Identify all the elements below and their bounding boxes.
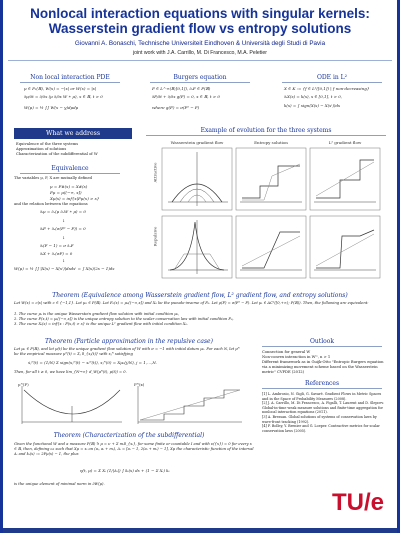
theorem-particle-tail: Then, for all t ≥ 0, we have lim_{N→∞} d_W(μᴺ(t), μ(t)) = 0. xyxy=(14,370,127,374)
eq-nonlocal-2: ∂μ/∂t = ∂/∂x (μ ∂/∂x W ∗ μ), x ∈ ℝ, t > 0 xyxy=(24,94,103,99)
list-item: 3. The curve Xₜ(s) = inf{x : F(x,t) > s} is the unique L² gradient flow with initial condition X₀. xyxy=(14,322,189,326)
rule xyxy=(262,346,382,347)
section-nonlocal-pde: Non local interaction PDE xyxy=(30,74,110,81)
eq-equiv-5: ∂ₜF + ∂ₓ(σ(F² − F)) = 0 xyxy=(40,226,86,231)
list-item: Different framework as in Guijk-Otto "Entropic Burgers equation via a minimizing movement scheme based on the Wasserstein metric" CVPDE (2012) xyxy=(262,360,384,374)
eq-equiv-1: μ = F#(x) = X#(s) xyxy=(50,184,88,189)
arrow: ↓ xyxy=(62,235,66,240)
svg-text:TU/e: TU/e xyxy=(332,489,385,516)
right-plot-ylabel: Fᴺ(x) xyxy=(134,382,145,387)
reference-item: [3] A. Bressan. Global solutions of systems of conservation laws by wave-front tracking (1992). xyxy=(262,414,377,424)
eq-equiv-6: ∂ₜ(F − 1) = σ ∂ₓF xyxy=(40,243,74,248)
section-references: References xyxy=(304,380,340,387)
equivalence-text-2: and the relation between the equations xyxy=(14,202,88,206)
eq-equiv-7: ∂ₜX + ∂ₛ(σF) = 0 xyxy=(40,251,73,256)
rule xyxy=(146,135,386,136)
eq-ode: X ∈ K := {f ∈ L²([0,1]) | f non-decreasing} xyxy=(284,86,370,91)
evolution-figure xyxy=(160,146,385,284)
poster-authors: Giovanni A. Bonaschi, Technische Universiteit Eindhoven & Università degli Studi di Pavia xyxy=(74,40,326,47)
arrow: ↓ xyxy=(62,258,66,263)
reference-item: [2] J. A. Carrillo, M. Di Francesco, A. Figalli, T. Laurent and D. Slepcev. Global-in-time weak measure solutions and finite-time aggregation for nonlocal interaction equations (2011). xyxy=(262,401,385,415)
rule xyxy=(20,173,120,174)
section-evolution: Example of evolution for the three systems xyxy=(200,127,332,134)
section-theorem-particle: Theorem (Particle approximation in the repulsive case) xyxy=(45,338,213,345)
eq-particle: ẋⱼᴺ(t) = (1/N) Σ sign(xⱼᴺ(t) − xᵢᴺ(t)), xⱼᴺ(0) = Xμ₀(j/N), j = 1,…,N. xyxy=(28,360,157,365)
outlook-list xyxy=(262,350,386,375)
col-label-wgf: Wasserstein gradient flow xyxy=(170,140,224,145)
theorem-subdiff-text: Given the functional W and a measure P(ℝ) ∋ μ = ν + Σ mᵢδ_{xᵢ}, for some finite or countable I and with ν({x}) = 0 for every x ∈ ℝ, then, defining ωᵢ such that Xμ = xᵢ on (aᵢ, aᵢ + mᵢ), Δᵢ = [aᵢ − 1, 2(aᵢ + mᵢ) − 1], Xμ the characteristic function of the interval Δᵢ and kₜ(s) := 2Fμ(s) − 1, the plus xyxy=(14,442,254,456)
rule xyxy=(20,82,120,83)
list-item: Equivalence of the three systems xyxy=(16,142,79,146)
references-list xyxy=(262,392,386,433)
arrow: ↓ xyxy=(62,218,66,223)
equivalence-text: The variables μ, F, X are mutually defined xyxy=(14,176,93,180)
rule xyxy=(282,82,382,83)
left-stripe xyxy=(0,0,3,533)
row-label-attractive: Attractive xyxy=(152,162,158,183)
eq-ode-3: k(s) = ∫ sign(X(s) − X(s'))ds xyxy=(284,103,341,108)
section-what-we-address: What we address xyxy=(14,128,132,139)
header-divider xyxy=(8,60,392,61)
footer-bar xyxy=(3,528,397,533)
rule xyxy=(262,388,382,389)
list-item: 2. The curve F(x,t) = μₜ((−∞,x]) is the unique entropy solution to the scalar conservation law with initial condition F₀, xyxy=(14,317,234,321)
tue-logo xyxy=(330,480,390,520)
list-item: Approximation of solutions xyxy=(16,147,67,151)
row-label-repulsive: Repulsive xyxy=(152,226,158,247)
list-item: Connection for general W xyxy=(262,350,311,354)
eq-burgers-2: ∂F/∂t + ∂/∂x g(F) = 0, x ∈ ℝ, t > 0 xyxy=(152,94,220,99)
eq-nonlocal-3: W(μ) = ½ ∫∫ W(x − y)dμdμ xyxy=(24,105,79,110)
eq-equiv-3: Xμ(s) = inf{x|Fμ(x) > s} xyxy=(50,196,100,201)
panel-entropy-repulsive xyxy=(236,216,306,278)
theorem-equivalence-text: Let W(x) = c|x| with c ∈ {−1,1}. Let μ₀ ∈ P(ℝ). Let F₀(x) = μ₀((−∞,x]) and X₀ be the pseudo-inverse of F₀. Let ρ(F) = σ(F² − F). Let μₜ ∈ AC²([0,+∞); P(ℝ)). Then, the following are equivalent: xyxy=(14,301,369,305)
eq-burgers: F ∈ L^∞(ℝ;[0,1]), ∂ₓF ∈ P(ℝ) xyxy=(152,86,211,91)
rule xyxy=(150,82,250,83)
list-item: 1. The curve μₜ is the unique Wasserstein gradient flow solution with initial condition μ₀, xyxy=(14,312,180,316)
list-item: Characterization of the subdifferential of W xyxy=(16,152,98,156)
eq-equiv-8: W(μ) = ½ ∫∫ |X(s) − X(s')|dsds' = ∫ X(s)(2s − 1)ds xyxy=(14,266,115,271)
poster-joint-work: joint work with J.A. Carrillo, M. Di Francesco, M.A. Peletier xyxy=(132,50,268,56)
panel-l2-repulsive xyxy=(310,216,380,278)
section-equivalence: Equivalence xyxy=(51,165,89,172)
reference-item: [1] L. Ambrosio, N. Gigli, G. Savaré. Gradient Flows in Metric Spaces and in the Space of Probability Measures (2008). xyxy=(262,392,382,401)
eq-subdiff: η(t, μ) = Σ Xᵢ (1/|Δᵢ|) ∫ kₜ(s) ds + (1 − Σ Xᵢ) kₜ xyxy=(80,468,170,473)
col-label-entropy: Entropy solution xyxy=(254,140,288,145)
section-outlook: Outlook xyxy=(310,338,334,345)
poster-header xyxy=(0,0,400,74)
poster-title: Nonlocal interaction equations with singular kernels: Wasserstein gradient flow vs entropy solutions xyxy=(30,6,370,36)
theorem-equivalence-items xyxy=(14,312,386,327)
col-label-l2: L² gradient flow xyxy=(328,140,362,145)
what-we-address-list xyxy=(16,142,132,157)
section-theorem-subdiff: Theorem (Characterization of the subdifferential) xyxy=(53,432,205,439)
theorem-subdiff-tail: is the unique element of minimal norm in ∂W(μ). xyxy=(14,482,105,486)
section-ode: ODE in L² xyxy=(316,74,348,81)
section-theorem-equivalence: Theorem (Equivalence among Wasserstein gradient flow, L² gradient flow, and entropy solutions) xyxy=(52,292,348,299)
eq-ode-2: ∂ₜX(s) = k(s), s ∈ [0,1], t > 0, xyxy=(284,94,343,99)
eq-equiv-2: Fμ = μ((−∞, x]) xyxy=(50,190,82,195)
eq-equiv-4: ∂ₜμ = ∂ₓ(μ ∂ₓW ∗ μ) = 0 xyxy=(40,209,86,214)
list-item: Non-convex interaction in Wᵐ, n > 1 xyxy=(262,355,331,359)
left-plot-ylabel: μᴺ(F) xyxy=(18,382,29,387)
section-burgers: Burgers equation xyxy=(173,74,227,81)
theorem-particle-text: Let μ₀ ∈ P(ℝ), and let μ(t) be the unique gradient flow solution of W with σ = −1 with initial datum μ₀. For each N, let μᴺ be the empirical measure μᴺ(t) = Σⱼ δ_{xⱼ(t)} with xⱼᴺ satisfying xyxy=(14,347,240,356)
eq-nonlocal: μ ∈ P₂(ℝ), W(x) = −|x| or W(x) = |x| xyxy=(24,86,97,91)
eq-burgers-3: where g(F) = σ(F² − F) xyxy=(152,105,200,110)
reference-item: [4] F. Bolley, Y. Brenier and G. Loeper. Contractive metrics for scalar conservation laws (2005). xyxy=(262,424,380,433)
particle-plots xyxy=(14,378,246,428)
curve xyxy=(140,390,240,420)
